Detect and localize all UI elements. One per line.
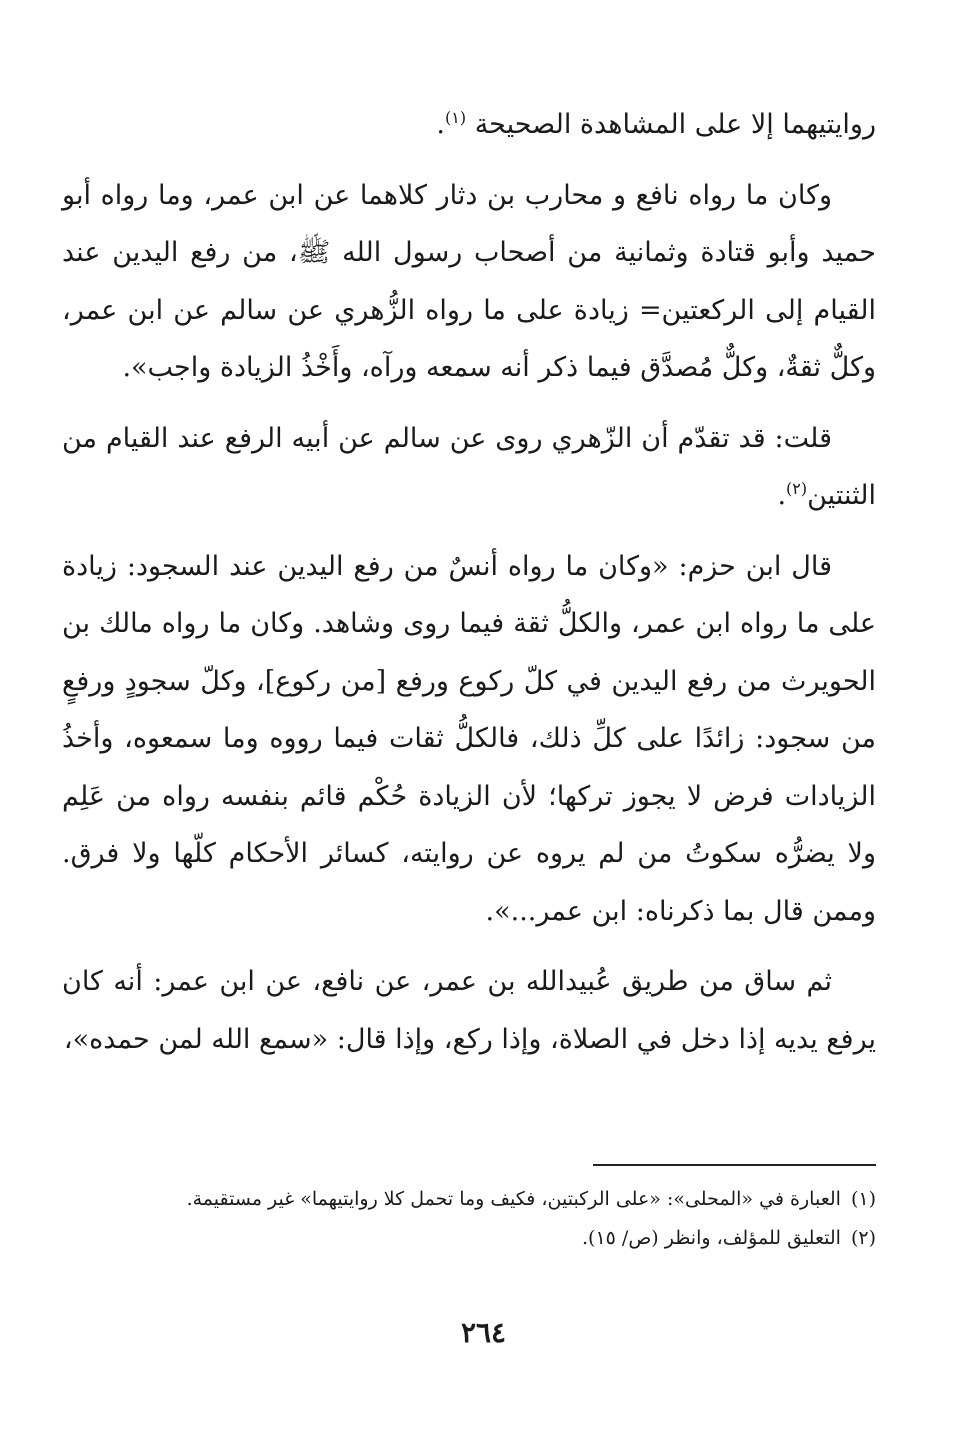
footnote-1: [62, 1180, 876, 1219]
footnote-1-text: العبارة في «المحلى»: «على الركبتين، فكيف وما تحمل كلا روايتيهما» غير مستقيمة.: [186, 1188, 841, 1210]
page-number: ٢٦٤: [460, 1316, 507, 1349]
footnote-2-number: (٢): [850, 1227, 876, 1249]
paragraph-1-tail: .: [436, 109, 446, 140]
paragraph-5: ثم ساق من طريق عُبيدالله بن عمر، عن نافع، عن ابن عمر: أنه كان يرفع يديه إذا دخل في الصلاة، وإذا ركع، وإذا قال: «سمع الله لمن حمده»،: [62, 966, 876, 1055]
footnote-ref-1: (١): [445, 108, 467, 127]
paragraph-3-tail: .: [777, 480, 787, 511]
footnote-2: [62, 1219, 876, 1258]
paragraph-1-text: روايتيهما إلا على المشاهدة الصحيحة: [474, 109, 876, 140]
footnotes: [62, 1180, 876, 1258]
footnote-1-number: (١): [850, 1188, 876, 1210]
paragraph-4: قال ابن حزم: «وكان ما رواه أنسٌ من رفع اليدين عند السجود: زيادة على ما رواه ابن عمر، والكلُّ ثقة فيما روى وشاهد. وكان ما رواه مالك بن الحويرث من رفع اليدين في كلّ ركوع ورفع [من ركوع]، وكلّ سجودٍ ورفعٍ من سجود: زائدًا على كلِّ ذلك، فالكلُّ ثقات فيما رووه وما سمعوه، وأخذُ الزيادات فرض لا يجوز تركها؛ لأن الزيادة حُكْم قائم بنفسه رواه من عَلِم ولا يضرُّه سكوتُ من لم يروه عن روايته، كسائر الأحكام كلّها ولا فرق. وممن قال بما ذكرناه: ابن عمر...».: [62, 550, 876, 927]
footnote-2-text: التعليق للمؤلف، وانظر (ص/ ١٥).: [582, 1227, 841, 1249]
paragraph-3: [62, 410, 876, 525]
paragraph-2: وكان ما رواه نافع و محارب بن دثار كلاهما عن ابن عمر، وما رواه أبو حميد وأبو قتادة وثمانية من أصحاب رسول الله ﷺ، من رفع اليدين عند القيام إلى الركعتين= زيادة على ما رواه الزُّهري عن سالم عن ابن عمر، وكلٌّ ثقةٌ، وكلٌّ مُصدَّق فيما ذكر أنه سمعه ورآه، وأَخْذُ الزيادة واجب».: [62, 179, 876, 383]
footnote-divider: [593, 1164, 876, 1166]
footnote-ref-2: (٢): [786, 479, 808, 498]
main-text: [62, 96, 876, 1081]
paragraph-3-text: قلت: قد تقدّم أن الزّهري روى عن سالم عن أبيه الرفع عند القيام من الثنتين: [62, 422, 876, 511]
paragraph-1: [62, 96, 876, 154]
